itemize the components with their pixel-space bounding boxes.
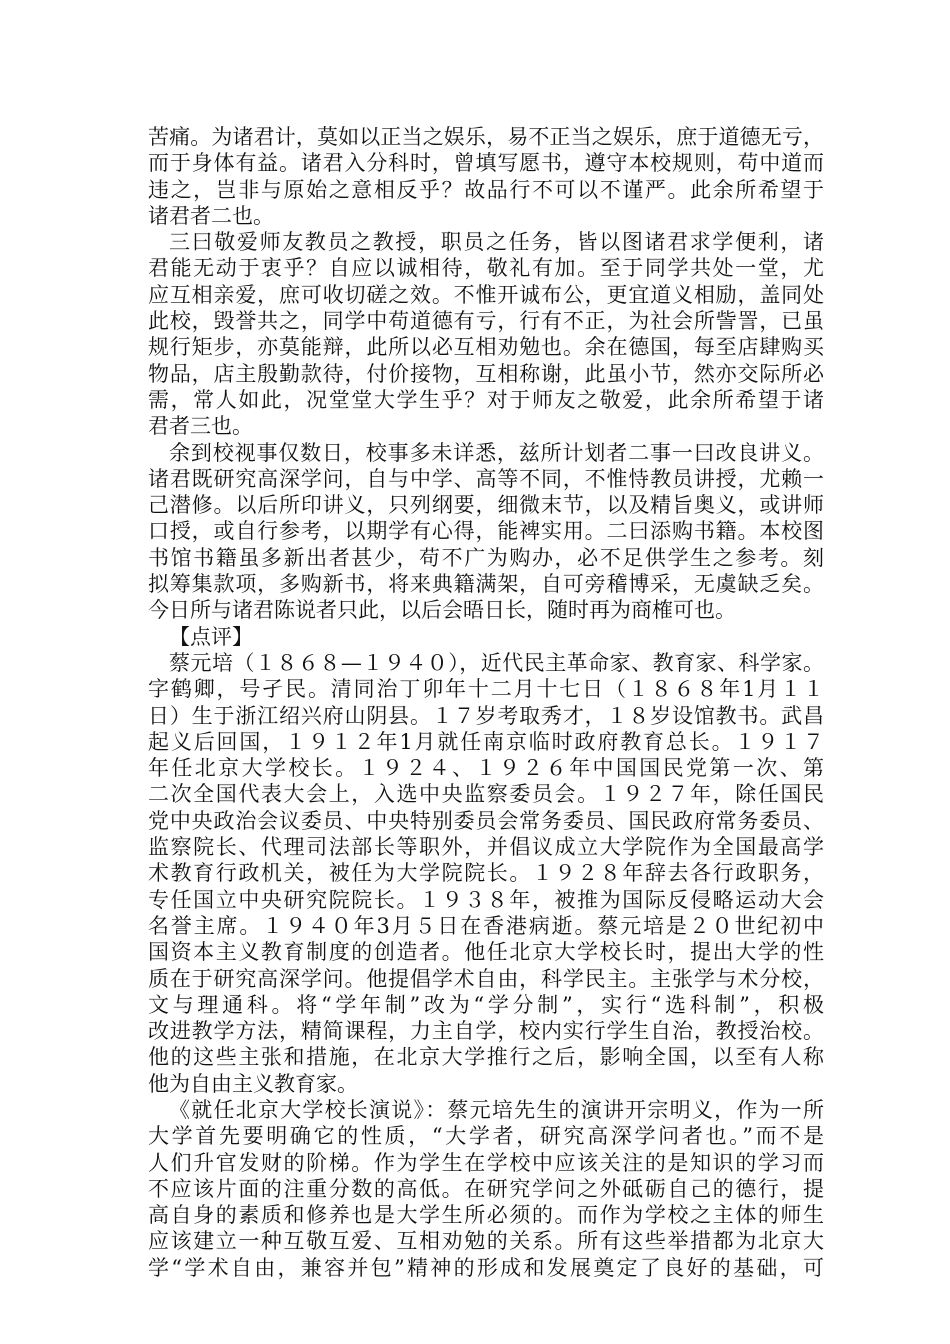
paragraph-school-plans: [148, 440, 824, 624]
text-line: 术教育行政机关，被任为大学院院长。１９２８年辞去各行政职务，: [148, 861, 824, 886]
text-line: 专任国立中央研究院院长。１９３８年，被推为国际反侵略运动大会: [148, 887, 824, 912]
text-line: 改进教学方法，精简课程，力主自学，校内实行学生自治，教授治校。: [148, 1019, 824, 1044]
commentary-heading-block: [148, 624, 824, 650]
text-line: 君能无动于衷乎？自应以诚相待，敬礼有加。至于同学共处一堂，尤: [148, 256, 824, 281]
text-line: 需，常人如此，况堂堂大学生乎？对于师友之敬爱，此余所希望于诸: [148, 387, 824, 412]
text-line: 今日所与诸君陈说者只此，以后会晤日长，随时再为商榷可也。: [148, 598, 736, 623]
text-line: 口授，或自行参考，以期学有心得，能裨实用。二曰添购书籍。本校图: [148, 519, 824, 544]
text-line: 二次全国代表大会上，入选中央监察委员会。１９２７年，除任国民: [148, 782, 824, 807]
text-line: 监察院长、代理司法部长等职外，并倡议成立大学院作为全国最高学: [148, 835, 824, 860]
paragraph-respect-teachers: [148, 229, 824, 439]
text-line: 质在于研究高深学问。他提倡学术自由，科学民主。主张学与术分校，: [148, 966, 824, 991]
text-line: 物品，店主殷勤款待，付价接物，互相称谢，此虽小节，然亦交际所必: [148, 361, 824, 386]
text-line: 三曰敬爱师友教员之教授，职员之任务，皆以图诸君求学便利，诸: [169, 230, 824, 255]
text-line: 书馆书籍虽多新出者甚少，苟不广为购办，必不足供学生之参考。刻: [148, 545, 824, 570]
text-line: 大学首先要明确它的性质，“大学者，研究高深学问者也。”而不是: [148, 1124, 824, 1149]
text-line: 应该建立一种互敬互爱、互相劝勉的关系。所有这些举措都为北京大: [148, 1229, 824, 1254]
text-line: 蔡元培（１８６８—１９４０），近代民主革命家、教育家、科学家。: [169, 650, 824, 675]
text-line: 应互相亲爱，庶可收切磋之效。不惟开诚布公，更宜道义相励，盖同处: [148, 282, 824, 307]
text-line: 人们升官发财的阶梯。作为学生在学校中应该关注的是知识的学习而: [148, 1150, 824, 1175]
text-line: 此校，毁誉共之，同学中苟道德有亏，行有不正，为社会所訾詈，已虽: [148, 309, 824, 334]
text-line: 违之，岂非与原始之意相反乎？故品行不可以不谨严。此余所希望于: [148, 177, 824, 202]
text-line: 不应该片面的注重分数的高低。在研究学问之外砥砺自己的德行，提: [148, 1176, 824, 1201]
text-line: 年任北京大学校长。１９２４、１９２６年中国国民党第一次、第: [148, 756, 824, 781]
text-line: 字鹤卿，号孑民。清同治丁卯年十二月十七日（１８６８年1月１１: [148, 677, 824, 702]
paragraph-biography: [148, 650, 824, 1097]
text-line: 诸君者二也。: [148, 203, 274, 228]
paragraph-speech-commentary: [148, 1097, 824, 1281]
text-line: 文与理通科。将“学年制”改为“学分制”，实行“选科制”，积极: [148, 992, 824, 1017]
text-line: 他为自由主义教育家。: [148, 1071, 358, 1096]
text-line: 高自身的素质和修养也是大学生所必须的。而作为学校之主体的师生: [148, 1203, 824, 1228]
text-line: 拟筹集款项，多购新书，将来典籍满架，自可旁稽博采，无虞缺乏矣。: [148, 572, 824, 597]
text-line: 己潜修。以后所印讲义，只列纲要，细微末节，以及精旨奥义，或讲师: [148, 493, 824, 518]
text-line: 《就任北京大学校长演说》：蔡元培先生的演讲开宗明义，作为一所: [169, 1097, 824, 1122]
text-line: 规行矩步，亦莫能辩，此所以必互相劝勉也。余在德国，每至店肆购买: [148, 335, 824, 360]
commentary-heading: 【点评】: [169, 624, 253, 649]
text-line: 党中央政治会议委员、中央特别委员会常务委员、国民政府常务委员、: [148, 808, 824, 833]
text-line: 起义后回国，１９１２年1月就任南京临时政府教育总长。１９１７: [148, 729, 824, 754]
text-line: 而于身体有益。诸君入分科时，曾填写愿书，遵守本校规则，苟中道而: [148, 151, 824, 176]
text-line: 日）生于浙江绍兴府山阴县。１７岁考取秀才，１８岁设馆教书。武昌: [148, 703, 824, 728]
text-line: 名誉主席。１９４０年3月５日在香港病逝。蔡元培是２０世纪初中: [148, 913, 824, 938]
text-line: 君者三也。: [148, 414, 253, 439]
text-line: 学“学术自由，兼容并包”精神的形成和发展奠定了良好的基础，可: [148, 1255, 824, 1280]
text-line: 苦痛。为诸君计，莫如以正当之娱乐，易不正当之娱乐，庶于道德无亏，: [148, 125, 824, 149]
paragraph-conduct-continued: [148, 124, 824, 229]
text-line: 余到校视事仅数日，校事多未详悉，兹所计划者二事一曰改良讲义。: [169, 440, 824, 465]
text-line: 诸君既研究高深学问，自与中学、高等不同，不惟恃教员讲授，尤赖一: [148, 466, 824, 491]
document-page: [148, 124, 824, 1281]
text-line: 国资本主义教育制度的创造者。他任北京大学校长时，提出大学的性: [148, 940, 824, 965]
text-line: 他的这些主张和措施，在北京大学推行之后，影响全国，以至有人称: [148, 1045, 824, 1070]
